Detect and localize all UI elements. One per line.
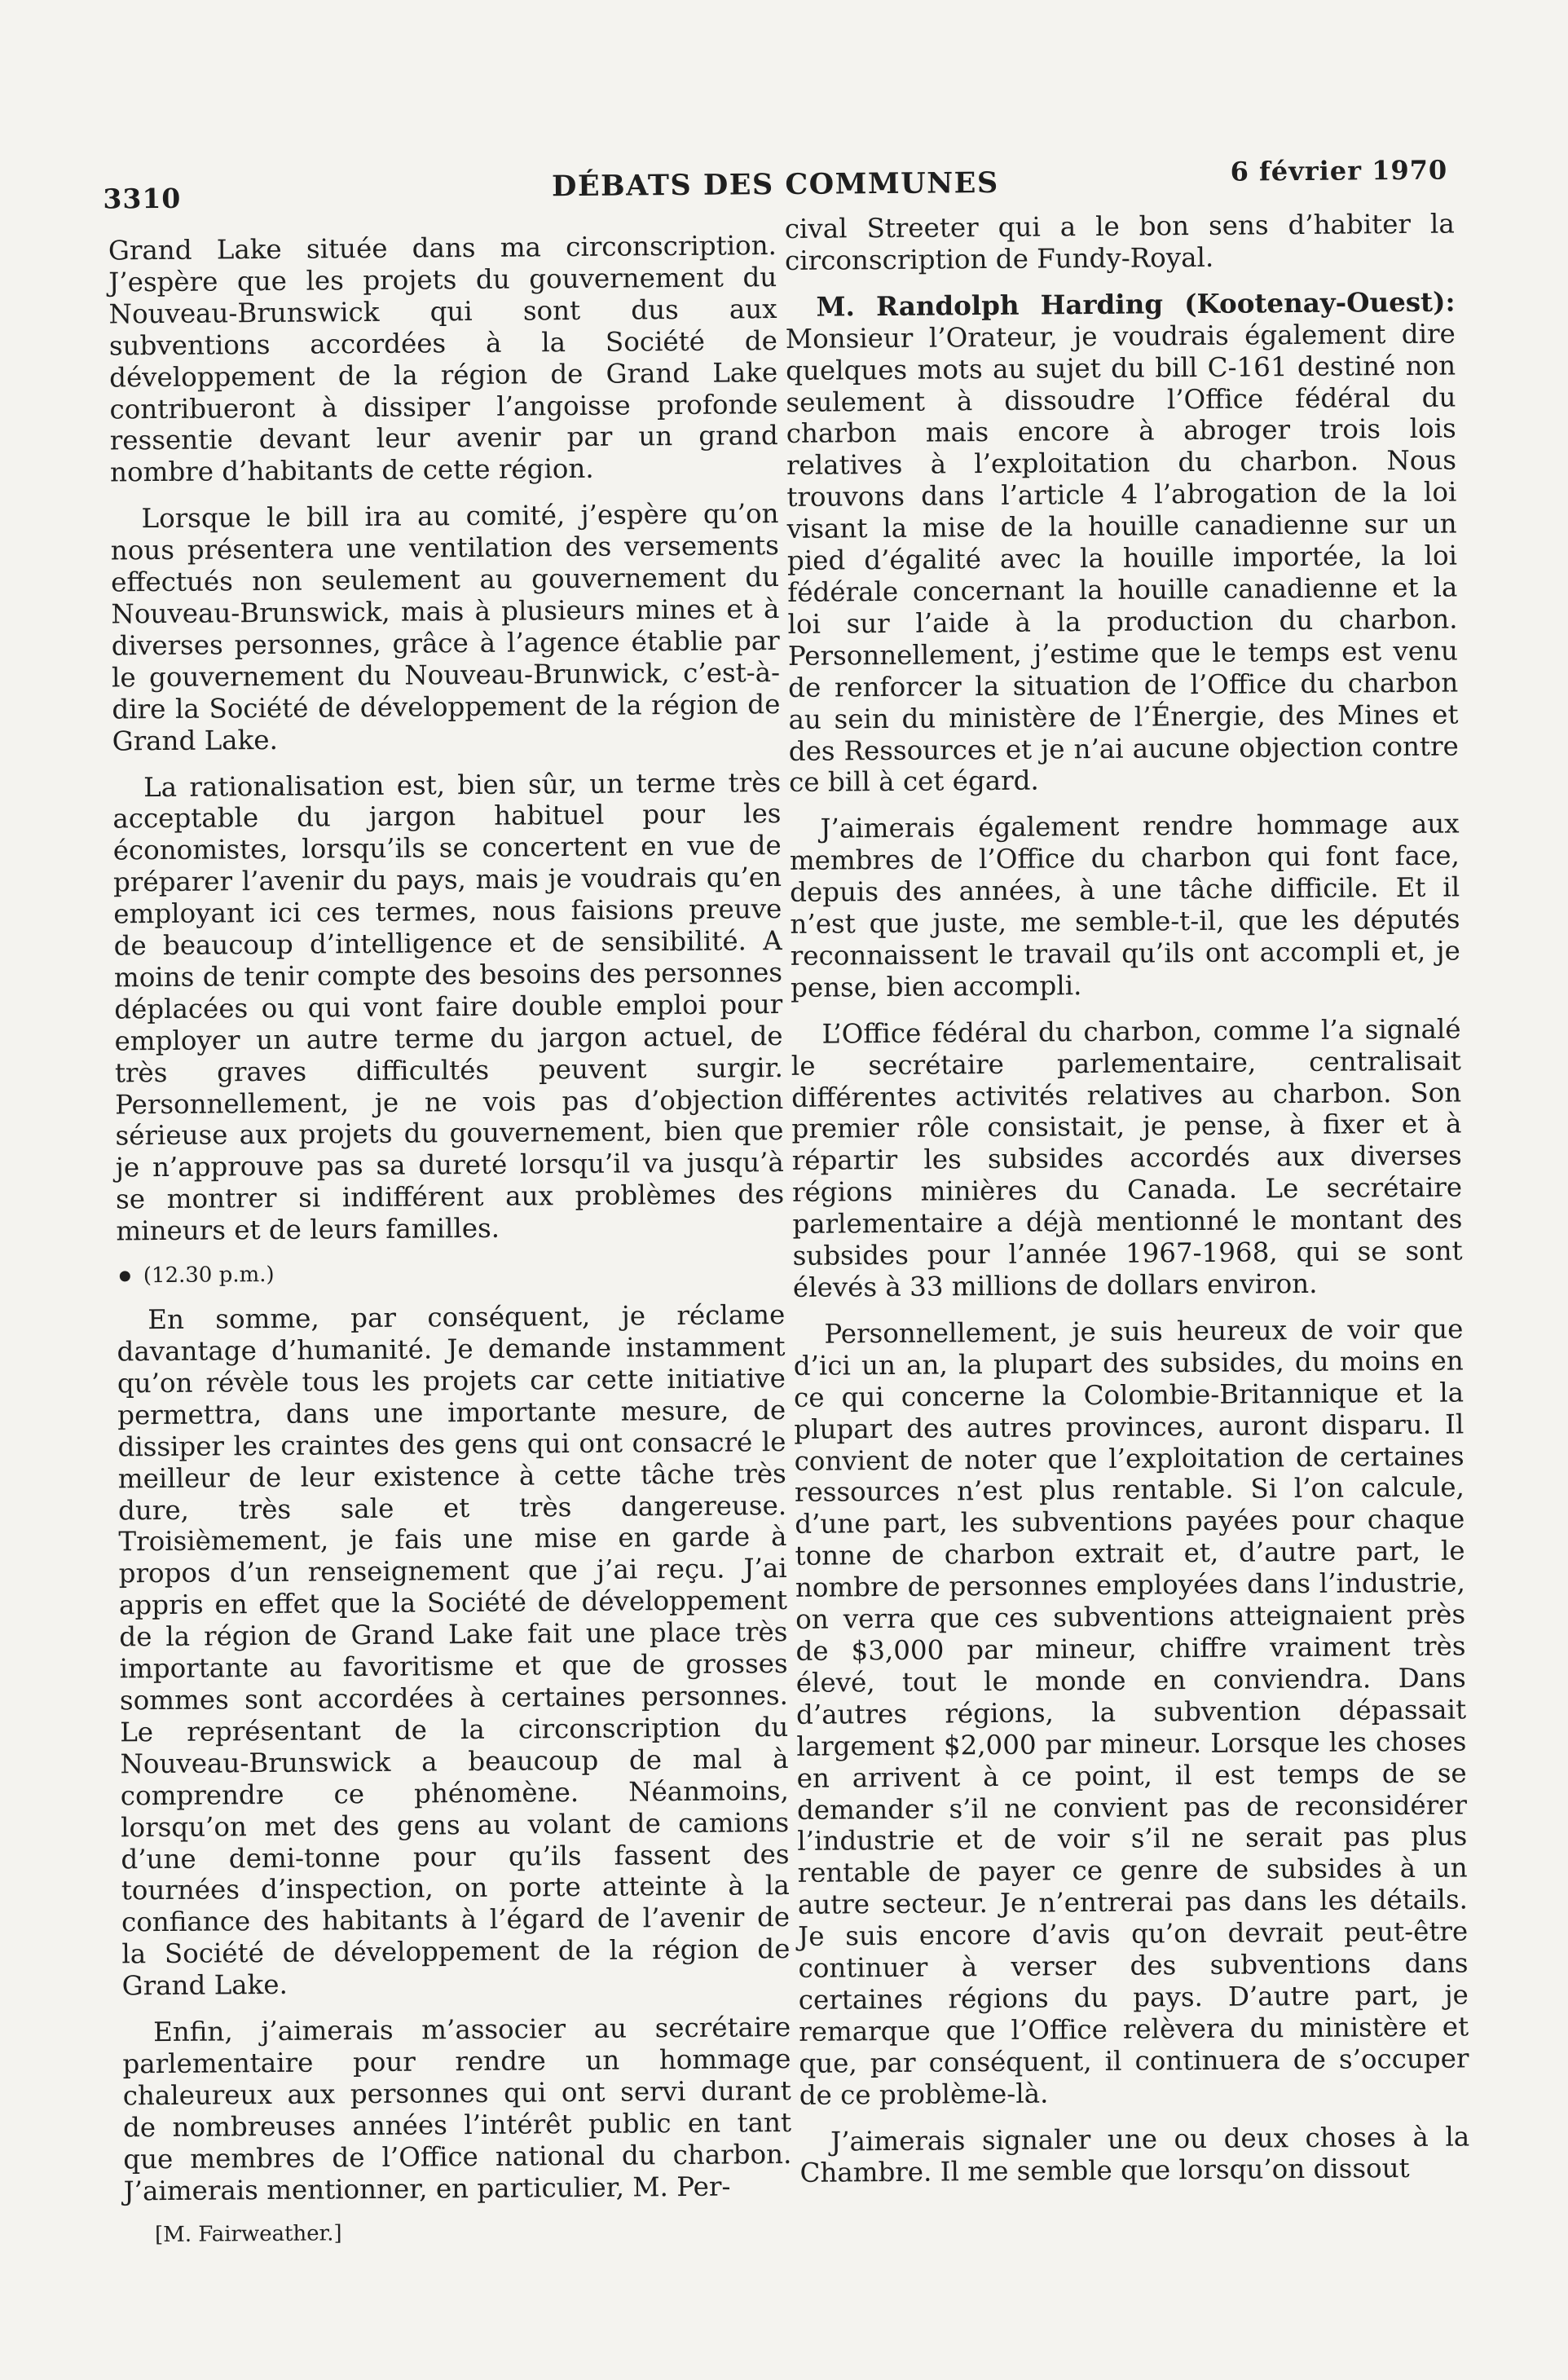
paragraph-text: Monsieur l’Orateur, je voudrais également dire quelques mots au sujet du bill C-161 destiné non seulement à dissoudre l’Office fédéral du charbon mais encore à abroger trois lois relatives à l’exploitation du charbon. Nous trouvons dans l’article 4 l’abrogation de la loi visant la mise de la houille canadienne sur un pied d’égalité avec la houille importée, la loi fédérale concernant la houille canadienne et la loi sur l’aide à la production du charbon. Personnellement, j’estime que le temps est venu de renforcer la situation de l’Office du charbon au sein du ministère de l’Énergie, des Mines et des Ressources et je n’ai aucune objection contre ce bill à cet égard. [785,318,1459,799]
paragraph: La rationalisation est, bien sûr, un terme très acceptable du jargon habituel pour les économistes, lorsqu’ils se concertent en vue de préparer l’avenir du pays, mais je voudrais qu’en employant ici ces termes, nous faisions preuve de beaucoup d’intelligence et de sensibilité. A moins de tenir compte des besoins des personnes déplacées ou qui vont faire double emploi pour employer un autre terme du jargon actuel, de très graves difficultés peuvent surgir. Personnellement, je ne vois pas d’objection sérieuse aux projets du gouvernement, bien que je n’approuve pas sa dureté lorsqu’il va jusqu’à se montrer si indifférent aux problèmes des mineurs et de leurs familles. [112,766,785,1247]
speaker-paragraph [785,286,1459,799]
page-header [103,155,1447,214]
time-marker-text: (12.30 p.m.) [143,1263,275,1289]
paragraph: L’Office fédéral du charbon, comme l’a signalé le secrétaire parlementaire, centralisait différentes activités relatives au charbon. Son premier rôle consistait, je pense, à fixer et à répartir les subsides accordés aux diverses régions minières du Canada. Le secrétaire parlementaire a déjà mentionné le montant des subsides pour l’année 1967-1968, qui se sont élevés à 33 millions de dollars environ. [791,1013,1463,1303]
left-column [108,230,792,2250]
paragraph: Lorsque le bill ira au comité, j’espère qu’on nous présentera une ventilation des versements effectués non seulement au gouvernement du Nouveau-Brunswick, mais à plusieurs mines et à diverses personnes, grâce à l’agence établie par le gouvernement du Nouveau-Brunwick, c’est-à-dire la Société de développement de la région de Grand Lake. [110,498,781,757]
speaker-name: M. Randolph Harding (Kootenay-Ouest): [816,285,1456,323]
paragraph: J’aimerais également rendre hommage aux membres de l’Office du charbon qui font face, depuis des années, à une tâche difficile. Et il n’est que juste, me semble-t-il, que les députés reconnaissent le travail qu’ils ont accompli et, je pense, bien accompli. [789,808,1460,1003]
time-marker [117,1257,785,1289]
bullet-icon [120,1271,130,1281]
paragraph: cival Streeter qui a le bon sens d’habiter la circonscription de Fundy-Royal. [784,208,1455,276]
paragraph: En somme, par conséquent, je réclame davantage d’humanité. Je demande instamment qu’on révèle tous les projets car cette initiative permettra, dans une importante mesure, de dissiper les craintes des gens qui ont consacré le meilleur de leur existence à cette tâche très dure, très sale et très dangereuse. Troisièmement, je fais une mise en garde à propos d’un renseignement que j’ai reçu. J’ai appris en effet que la Société de développement de la région de Grand Lake fait une place très importante au favoritisme et que de grosses sommes sont accordées à certaines personnes. Le représentant de la circonscription du Nouveau-Brunswick a beaucoup de mal à comprendre ce phénomène. Néanmoins, lorsqu’on met des gens au volant de camions d’une demi-tonne pour qu’ils fassent des tournées d’inspection, on porte atteinte à la confiance des habitants à l’égard de l’avenir de la Société de développement de la région de Grand Lake. [117,1299,791,2002]
right-column [785,209,1470,2205]
paragraph: Enfin, j’aimerais m’associer au secrétaire parlementaire pour rendre un hommage chaleureux aux personnes qui ont servi durant de nombreuses années l’intérêt public en tant que membres de l’Office national du charbon. J’aimerais mentionner, en particulier, M. Per- [122,2012,792,2206]
paragraph: J’aimerais signaler une ou deux choses à la Chambre. Il me semble que lorsqu’on dissout [799,2120,1470,2189]
page-number: 3310 [103,182,182,215]
speaker-credit: [M. Fairweather.] [154,2221,342,2248]
header-date: 6 février 1970 [1230,154,1448,187]
paragraph: Personnellement, je suis heureux de voir que d’ici un an, la plupart des subsides, du moins en ce qui concerne la Colombie-Britannique et la plupart des autres provinces, auront disparu. Il convient de noter que l’exploitation de certaines ressources n’est plus rentable. Si l’on calcule, d’une part, les subventions payées pour chaque tonne de charbon extrait et, d’autre part, le nombre de personnes employées dans l’industrie, on verra que ces subventions atteignaient près de $3,000 par mineur, chiffre vraiment très élevé, tout le monde en conviendra. Dans d’autres régions, la subvention dépassait largement $2,000 par mineur. Lorsque les choses en arrivent à ce point, il est temps de se demander s’il ne convient pas de reconsidérer l’industrie et de voir s’il ne serait pas plus rentable de payer ce genre de subsides à un autre secteur. Je n’entrerai pas dans les détails. Je suis encore d’avis qu’on devrait peut-être continuer à verser des subventions dans certaines régions du pays. D’autre part, je remarque que l’Office relèvera du ministère et que, par conséquent, il continuera de s’occuper de ce problème-là. [793,1313,1469,2111]
paragraph: Grand Lake située dans ma circonscription. J’espère que les projets du gouvernement du Nouveau-Brunswick qui sont dus aux subventions accordées à la Société de développement de la région de Grand Lake contribueront à dissiper l’angoisse profonde ressentie devant leur avenir par un grand nombre d’habitants de cette région. [108,230,778,488]
running-title: DÉBATS DES COMMUNES [551,165,999,204]
